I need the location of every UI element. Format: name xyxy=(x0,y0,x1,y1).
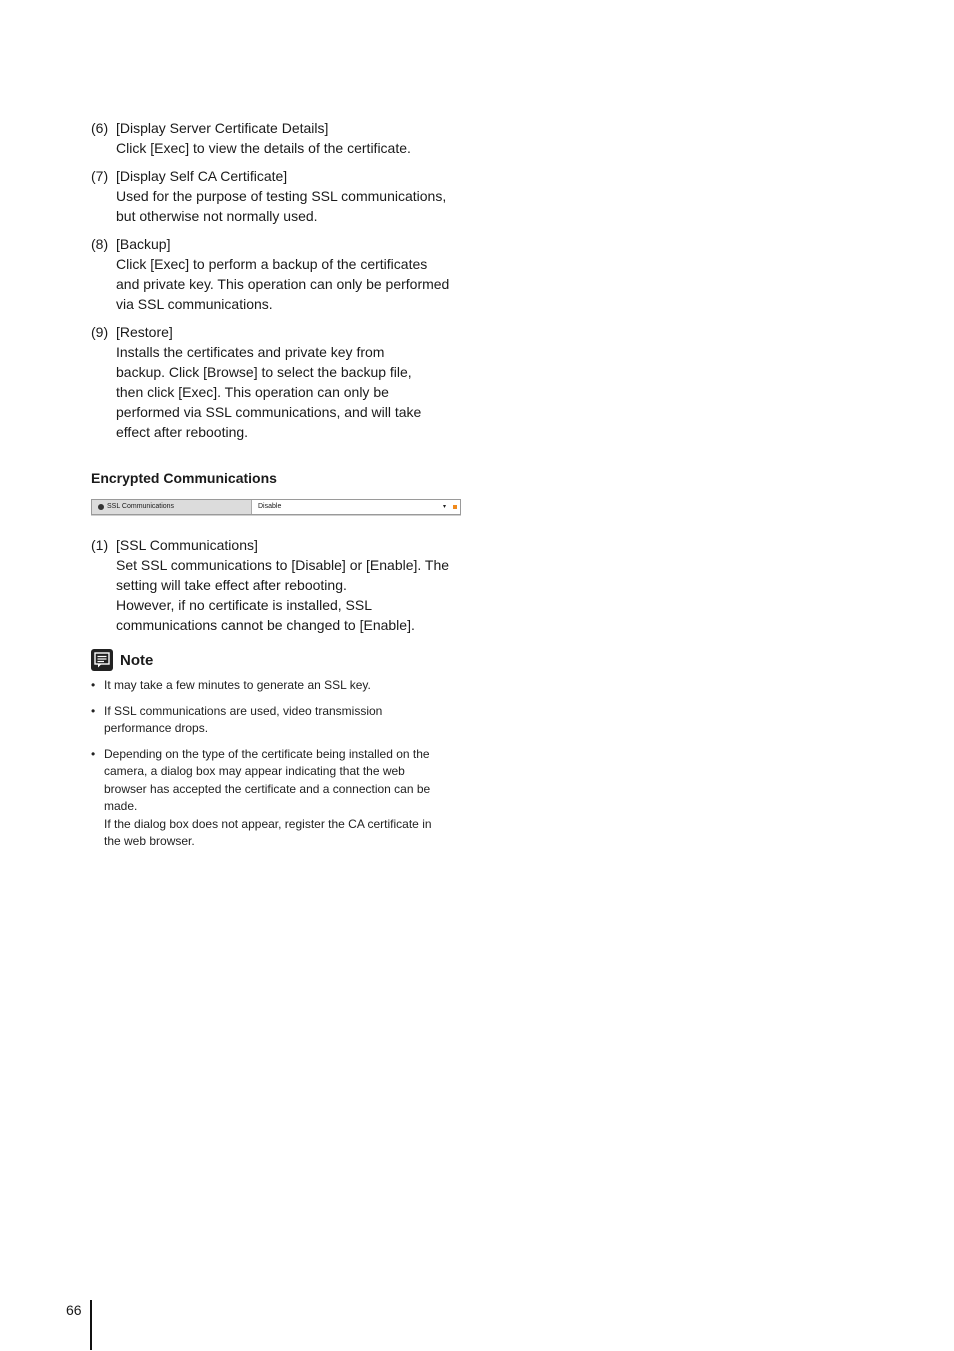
list-item xyxy=(91,535,463,635)
item-description xyxy=(91,342,463,442)
item-number: (7) xyxy=(91,168,109,184)
text-line: • If SSL communications are used, video transmission xyxy=(104,703,383,718)
item-title: [SSL Communications] xyxy=(116,537,258,553)
text-line: Click [Exec] to view the details of the certificate. xyxy=(116,140,411,156)
text-line: performance drops. xyxy=(104,721,209,735)
text-line: Used for the purpose of testing SSL communications, xyxy=(116,188,447,204)
text-line: communications cannot be changed to [Enable]. xyxy=(116,617,415,633)
content-column xyxy=(91,118,463,859)
text-line: backup. Click [Browse] to select the backup file, xyxy=(116,364,412,380)
ssl-label-text: SSL Communications xyxy=(107,503,175,510)
note-header xyxy=(91,649,463,671)
ssl-settings-row xyxy=(91,499,461,515)
text-line: and private key. This operation can only be performed xyxy=(116,276,450,292)
item-number: (9) xyxy=(91,324,109,340)
item-title: [Display Server Certificate Details] xyxy=(116,120,329,136)
text-line: effect after rebooting. xyxy=(116,424,249,440)
note-bullet xyxy=(91,677,463,695)
item-number: (6) xyxy=(91,120,109,136)
note-icon xyxy=(91,649,113,671)
text-line: Installs the certificates and private key from xyxy=(116,344,385,360)
text-line: made. xyxy=(104,799,138,813)
note-bullet xyxy=(91,746,463,851)
text-line: • It may take a few minutes to generate an SSL key. xyxy=(104,678,371,692)
text-line: If the dialog box does not appear, register the CA certificate in xyxy=(104,816,432,831)
item-number: (1) xyxy=(91,537,109,553)
text-line: Set SSL communications to [Disable] or [Enable]. The xyxy=(116,557,450,573)
item-description xyxy=(91,186,463,226)
note-title: Note xyxy=(120,651,154,669)
list-item xyxy=(91,166,463,226)
item-description xyxy=(91,138,463,158)
text-line: browser has accepted the certificate and a connection can be xyxy=(104,781,431,796)
list-item xyxy=(91,234,463,314)
text-line: the web browser. xyxy=(104,834,195,848)
text-line: • Depending on the type of the certificate being installed on the xyxy=(104,746,430,761)
item-title: [Backup] xyxy=(116,236,171,252)
text-line: performed via SSL communications, and will take xyxy=(116,404,422,420)
item-description xyxy=(91,254,463,314)
item-title: [Restore] xyxy=(116,324,173,340)
select-value: Disable xyxy=(258,503,282,510)
page-number: 66 xyxy=(66,1302,82,1318)
list-item xyxy=(91,118,463,158)
section-title: Encrypted Communications xyxy=(91,470,277,486)
text-line: camera, a dialog box may appear indicating that the web xyxy=(104,764,405,778)
item-number: (8) xyxy=(91,236,109,252)
ssl-setting-label xyxy=(92,500,252,514)
page-number-rule xyxy=(90,1300,92,1350)
text-line: then click [Exec]. This operation can only be xyxy=(116,384,389,400)
ssl-communications-select[interactable] xyxy=(252,500,460,514)
list-item xyxy=(91,322,463,442)
item-title: [Display Self CA Certificate] xyxy=(116,168,288,184)
text-line: Click [Exec] to perform a backup of the certificates xyxy=(116,256,428,272)
text-line: However, if no certificate is installed, SSL xyxy=(116,597,373,613)
text-line: but otherwise not normally used. xyxy=(116,208,318,224)
changed-indicator-icon xyxy=(453,505,457,509)
note-bullet xyxy=(91,703,463,738)
note-list xyxy=(91,677,463,851)
item-description xyxy=(91,555,463,635)
text-line: setting will take effect after rebooting. xyxy=(116,577,347,593)
bullet-icon xyxy=(98,504,104,510)
chevron-down-icon: ▾ xyxy=(442,504,446,510)
text-line: via SSL communications. xyxy=(116,296,273,312)
